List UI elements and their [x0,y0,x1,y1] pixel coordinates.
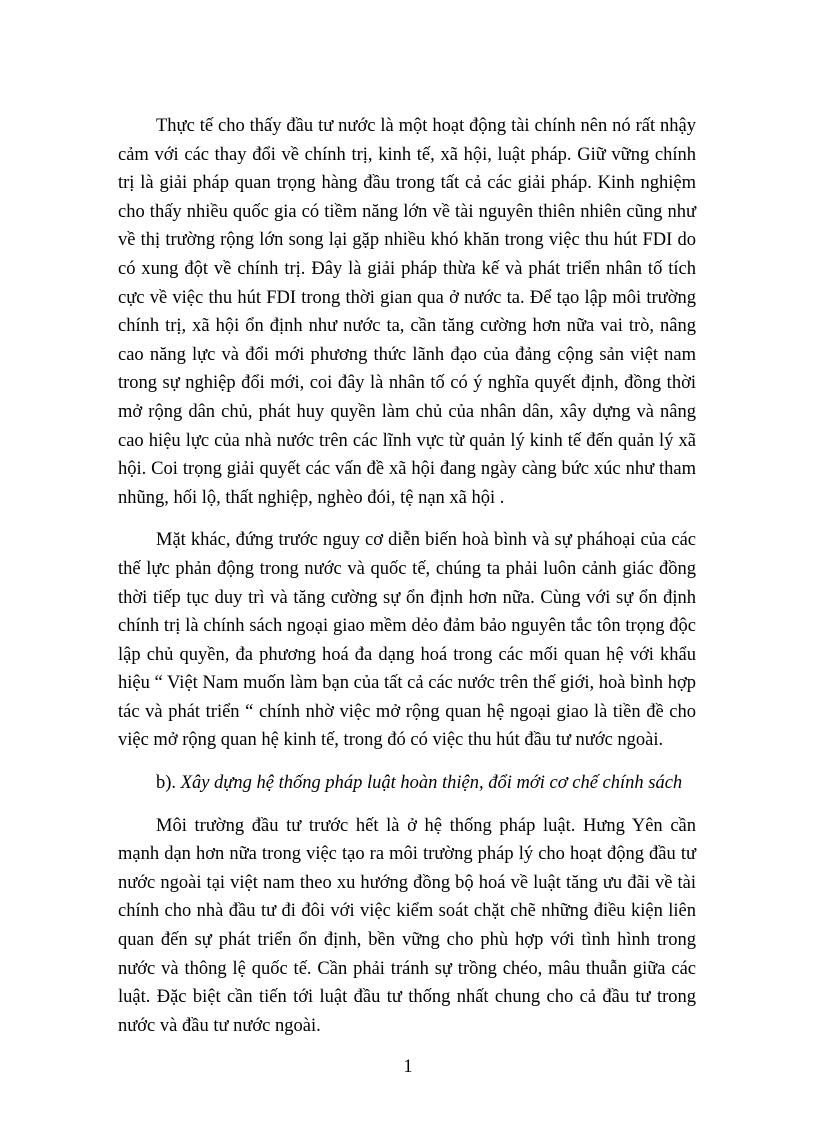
section-b-title: Xây dựng hệ thống pháp luật hoàn thiện, đổi mới cơ chế chính sách [180,773,683,794]
paragraph-legal-system: Môi trường đầu tư trước hết là ở hệ thống pháp luật. Hưng Yên cần mạnh dạn hơn nữa trong việc tạo ra môi trường pháp lý cho hoạt động đầu tư nước ngoài tại việt nam theo xu hướng đồng bộ hoá về luật tăng ưu đãi về tài chính cho nhà đầu tư đi đôi với việc kiểm soát chặt chẽ những điều kiện liên quan đến sự phát triển ổn định, bền vững cho phù hợp với tình hình trong nước và thông lệ quốc tế. Cần phải tránh sự trồng chéo, mâu thuẫn giữa các luật. Đặc biệt cần tiến tới luật đầu tư thống nhất chung cho cả đầu tư trong nước và đầu tư nước ngoài. [118,815,696,1036]
section-b-label: b). [156,773,177,794]
section-b-heading [118,769,696,798]
page-body [118,112,696,1054]
paragraph-political-stability: Thực tế cho thấy đầu tư nước là một hoạt động tài chính nên nó rất nhậy cảm với các thay đổi về chính trị, kinh tế, xã hội, luật pháp. Giữ vững chính trị là giải pháp quan trọng hàng đầu trong tất cả các giải pháp. Kinh nghiệm cho thấy nhiều quốc gia có tiềm năng lớn về tài nguyên thiên nhiên cũng như về thị trường rộng lớn song lại gặp nhiều khó khăn trong việc thu hút FDI do có xung đột về chính trị. Đây là giải pháp thừa kế và phát triển nhân tố tích cực về việc thu hút FDI trong thời gian qua ở nước ta. Để tạo lập môi trường chính trị, xã hội ổn định như nước ta, cần tăng cường hơn nữa vai trò, nâng cao năng lực và đổi mới phương thức lãnh đạo của đảng cộng sản việt nam trong sự nghiệp đổi mới, coi đây là nhân tố có ý nghĩa quyết định, đồng thời mở rộng dân chủ, phát huy quyền làm chủ của nhân dân, xây dựng và nâng cao hiệu lực của nhà nước trên các lĩnh vực từ quản lý kinh tế đến quản lý xã hội. Coi trọng giải quyết các vấn đề xã hội đang ngày càng bức xúc như tham nhũng, hối lộ, thất nghiệp, nghèo đói, tệ nạn xã hội . [118,116,696,508]
paragraph-foreign-relations: Mặt khác, đứng trước nguy cơ diễn biến hoà bình và sự pháhoại của các thế lực phản động trong nước và quốc tế, chúng ta phải luôn cảnh giác đồng thời tiếp tục duy trì và tăng cường sự ổn định hơn nữa. Cùng với sự ổn định chính trị là chính sách ngoại giao mềm dẻo đảm bảo nguyên tắc tôn trọng độc lập chủ quyền, đa phương hoá đa dạng hoá trong các mối quan hệ với khẩu hiệu “ Việt Nam muốn làm bạn của tất cả các nước trên thế giới, hoà bình hợp tác và phát triển “ chính nhờ việc mở rộng quan hệ ngoại giao là tiền đề cho việc mở rộng quan hệ kinh tế, trong đó có việc thu hút đầu tư nước ngoài. [118,530,696,751]
page-number: 1 [403,1057,413,1077]
